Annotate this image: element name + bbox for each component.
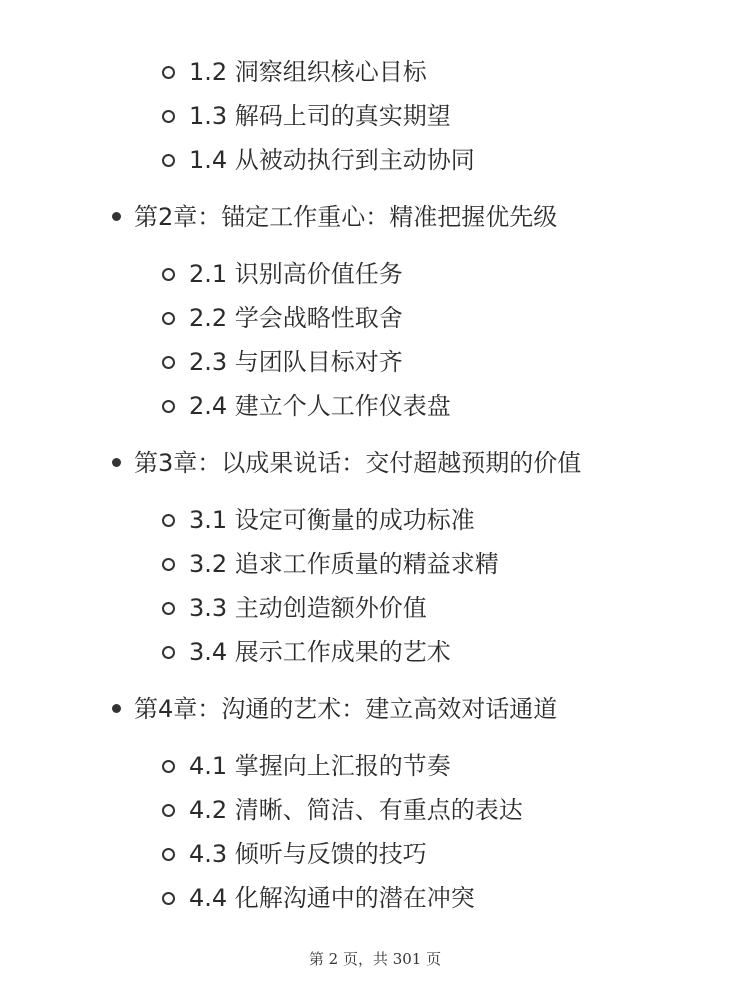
toc-item-label: 2.3 与团队目标对齐 (189, 348, 403, 376)
toc-item-label: 第4章：沟通的艺术：建立高效对话通道 (134, 695, 558, 723)
toc-item-label: 1.2 洞察组织核心目标 (189, 58, 427, 86)
toc-item-label: 2.4 建立个人工作仪表盘 (189, 392, 451, 420)
toc-section-item (0, 50, 750, 94)
bullet-circle-icon (162, 646, 175, 659)
toc-section-item (0, 498, 750, 542)
toc-section-item (0, 630, 750, 674)
bullet-circle-icon (162, 154, 175, 167)
page-number-footer: 第 2 页，共 301 页 (308, 950, 442, 968)
bullet-circle-icon (162, 110, 175, 123)
bullet-disc-icon (112, 458, 121, 467)
bullet-circle-icon (162, 602, 175, 615)
toc-item-label: 1.3 解码上司的真实期望 (189, 102, 451, 130)
toc-section-item (0, 586, 750, 630)
bullet-circle-icon (162, 558, 175, 571)
bullet-circle-icon (162, 312, 175, 325)
toc-item-label: 第2章：锚定工作重心：精准把握优先级 (134, 203, 558, 231)
toc-section-item (0, 94, 750, 138)
toc-item-label: 4.1 掌握向上汇报的节奏 (189, 752, 451, 780)
toc-section-item (0, 542, 750, 586)
toc-section-item (0, 832, 750, 876)
toc-chapter-item (0, 440, 750, 486)
toc-section-item (0, 788, 750, 832)
toc-item-label: 3.4 展示工作成果的艺术 (189, 638, 451, 666)
bullet-circle-icon (162, 892, 175, 905)
bullet-circle-icon (162, 268, 175, 281)
bullet-circle-icon (162, 400, 175, 413)
toc-item-label: 4.3 倾听与反馈的技巧 (189, 840, 427, 868)
toc-section-item (0, 296, 750, 340)
toc-item-label: 4.2 清晰、简洁、有重点的表达 (189, 796, 523, 824)
toc-section-item (0, 384, 750, 428)
table-of-contents (0, 50, 750, 920)
toc-item-label: 4.4 化解沟通中的潜在冲突 (189, 884, 475, 912)
toc-item-label: 3.1 设定可衡量的成功标准 (189, 506, 475, 534)
toc-section-item (0, 876, 750, 920)
toc-section-item (0, 252, 750, 296)
bullet-circle-icon (162, 848, 175, 861)
bullet-circle-icon (162, 514, 175, 527)
bullet-circle-icon (162, 66, 175, 79)
toc-item-label: 2.2 学会战略性取舍 (189, 304, 403, 332)
bullet-circle-icon (162, 356, 175, 369)
toc-section-item (0, 340, 750, 384)
toc-item-label: 3.3 主动创造额外价值 (189, 594, 427, 622)
toc-section-item (0, 744, 750, 788)
toc-item-label: 2.1 识别高价值任务 (189, 260, 403, 288)
toc-chapter-item (0, 194, 750, 240)
toc-chapter-item (0, 686, 750, 732)
bullet-disc-icon (112, 704, 121, 713)
bullet-disc-icon (112, 212, 121, 221)
bullet-circle-icon (162, 760, 175, 773)
toc-item-label: 3.2 追求工作质量的精益求精 (189, 550, 499, 578)
toc-item-label: 1.4 从被动执行到主动协同 (189, 146, 475, 174)
toc-item-label: 第3章：以成果说话：交付超越预期的价值 (134, 449, 582, 477)
bullet-circle-icon (162, 804, 175, 817)
toc-section-item (0, 138, 750, 182)
